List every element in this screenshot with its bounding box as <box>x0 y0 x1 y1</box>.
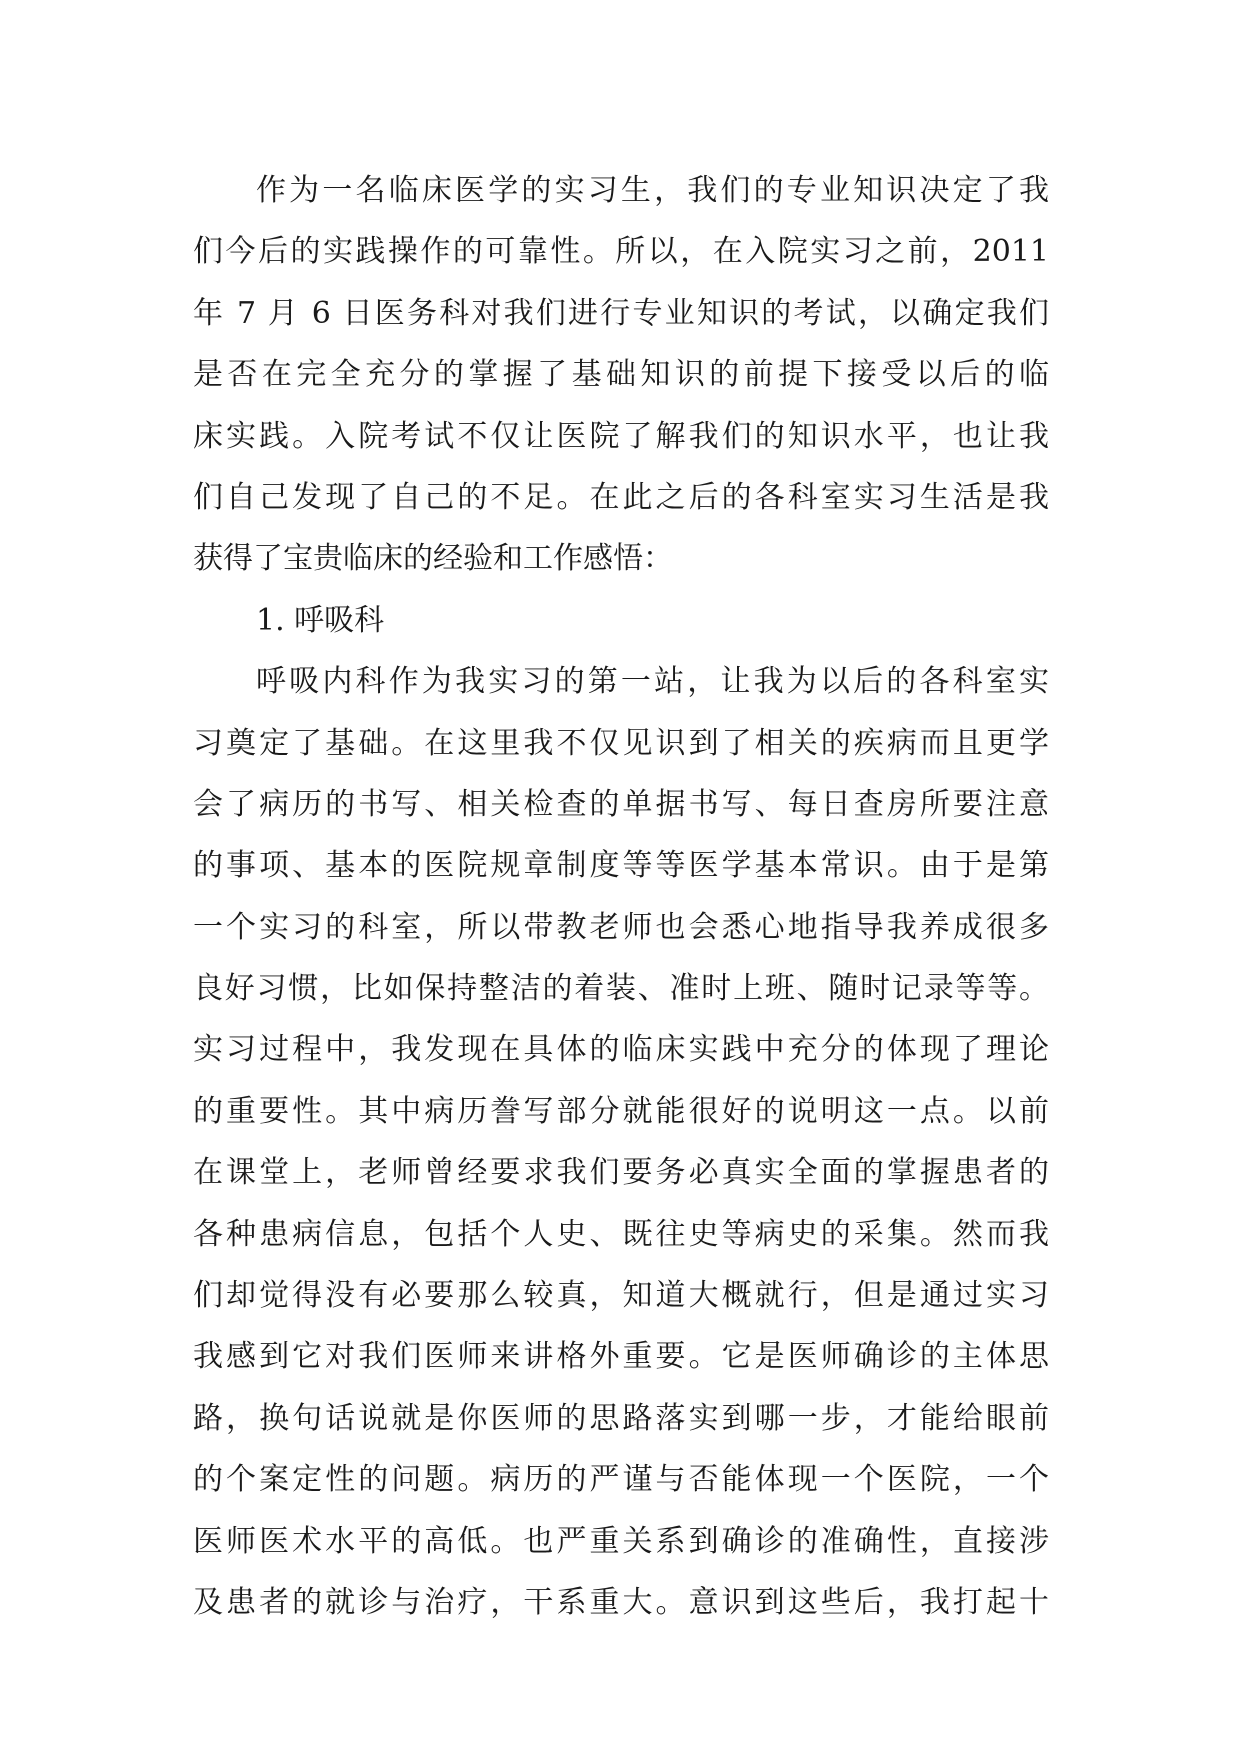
paragraph-line: 医师医术水平的高低。也严重关系到确诊的准确性，直接涉 <box>193 1523 1049 1559</box>
paragraph-line: 各种患病信息，包括个人史、既往史等病史的采集。然而我 <box>193 1216 1049 1252</box>
paragraph-line: 呼吸内科作为我实习的第一站，让我为以后的各科室实 <box>256 664 1049 700</box>
body-text <box>193 160 1049 1633</box>
paragraph-line: 一个实习的科室，所以带教老师也会悉心地指导我养成很多 <box>193 909 1049 945</box>
paragraph-line: 们自己发现了自己的不足。在此之后的各科室实习生活是我 <box>193 479 1049 515</box>
paragraph-line: 会了病历的书写、相关检查的单据书写、每日查房所要注意 <box>193 786 1049 822</box>
paragraph-line: 及患者的就诊与治疗，干系重大。意识到这些后，我打起十 <box>193 1584 1049 1620</box>
paragraph-line: 良好习惯，比如保持整洁的着装、准时上班、随时记录等等。 <box>193 971 1049 1007</box>
paragraph-line: 的重要性。其中病历誊写部分就能很好的说明这一点。以前 <box>193 1093 1049 1129</box>
paragraph-line: 床实践。入院考试不仅让医院了解我们的知识水平，也让我 <box>193 418 1049 454</box>
paragraph-line: 的个案定性的问题。病历的严谨与否能体现一个医院，一个 <box>193 1462 1049 1498</box>
paragraph-line: 们却觉得没有必要那么较真，知道大概就行，但是通过实习 <box>193 1278 1049 1314</box>
paragraph-line: 年 7 月 6 日医务科对我们进行专业知识的考试，以确定我们 <box>193 295 1049 331</box>
paragraph-line: 是否在完全充分的掌握了基础知识的前提下接受以后的临 <box>193 357 1049 393</box>
paragraph-line: 路，换句话说就是你医师的思路落实到哪一步，才能给眼前 <box>193 1400 1049 1436</box>
paragraph-line: 获得了宝贵临床的经验和工作感悟： <box>193 541 673 577</box>
paragraph-line: 在课堂上，老师曾经要求我们要务必真实全面的掌握患者的 <box>193 1155 1049 1191</box>
section-heading: 1. 呼吸科 <box>256 602 385 638</box>
paragraph-line: 实习过程中，我发现在具体的临床实践中充分的体现了理论 <box>193 1032 1049 1068</box>
paragraph-line: 作为一名临床医学的实习生，我们的专业知识决定了我 <box>256 173 1049 208</box>
paragraph-line: 的事项、基本的医院规章制度等等医学基本常识。由于是第 <box>193 848 1049 884</box>
paragraph-line: 我感到它对我们医师来讲格外重要。它是医师确诊的主体思 <box>193 1339 1049 1375</box>
paragraph-line: 习奠定了基础。在这里我不仅见识到了相关的疾病而且更学 <box>193 725 1049 761</box>
paragraph-line: 们今后的实践操作的可靠性。所以，在入院实习之前，2011 <box>193 234 1049 270</box>
